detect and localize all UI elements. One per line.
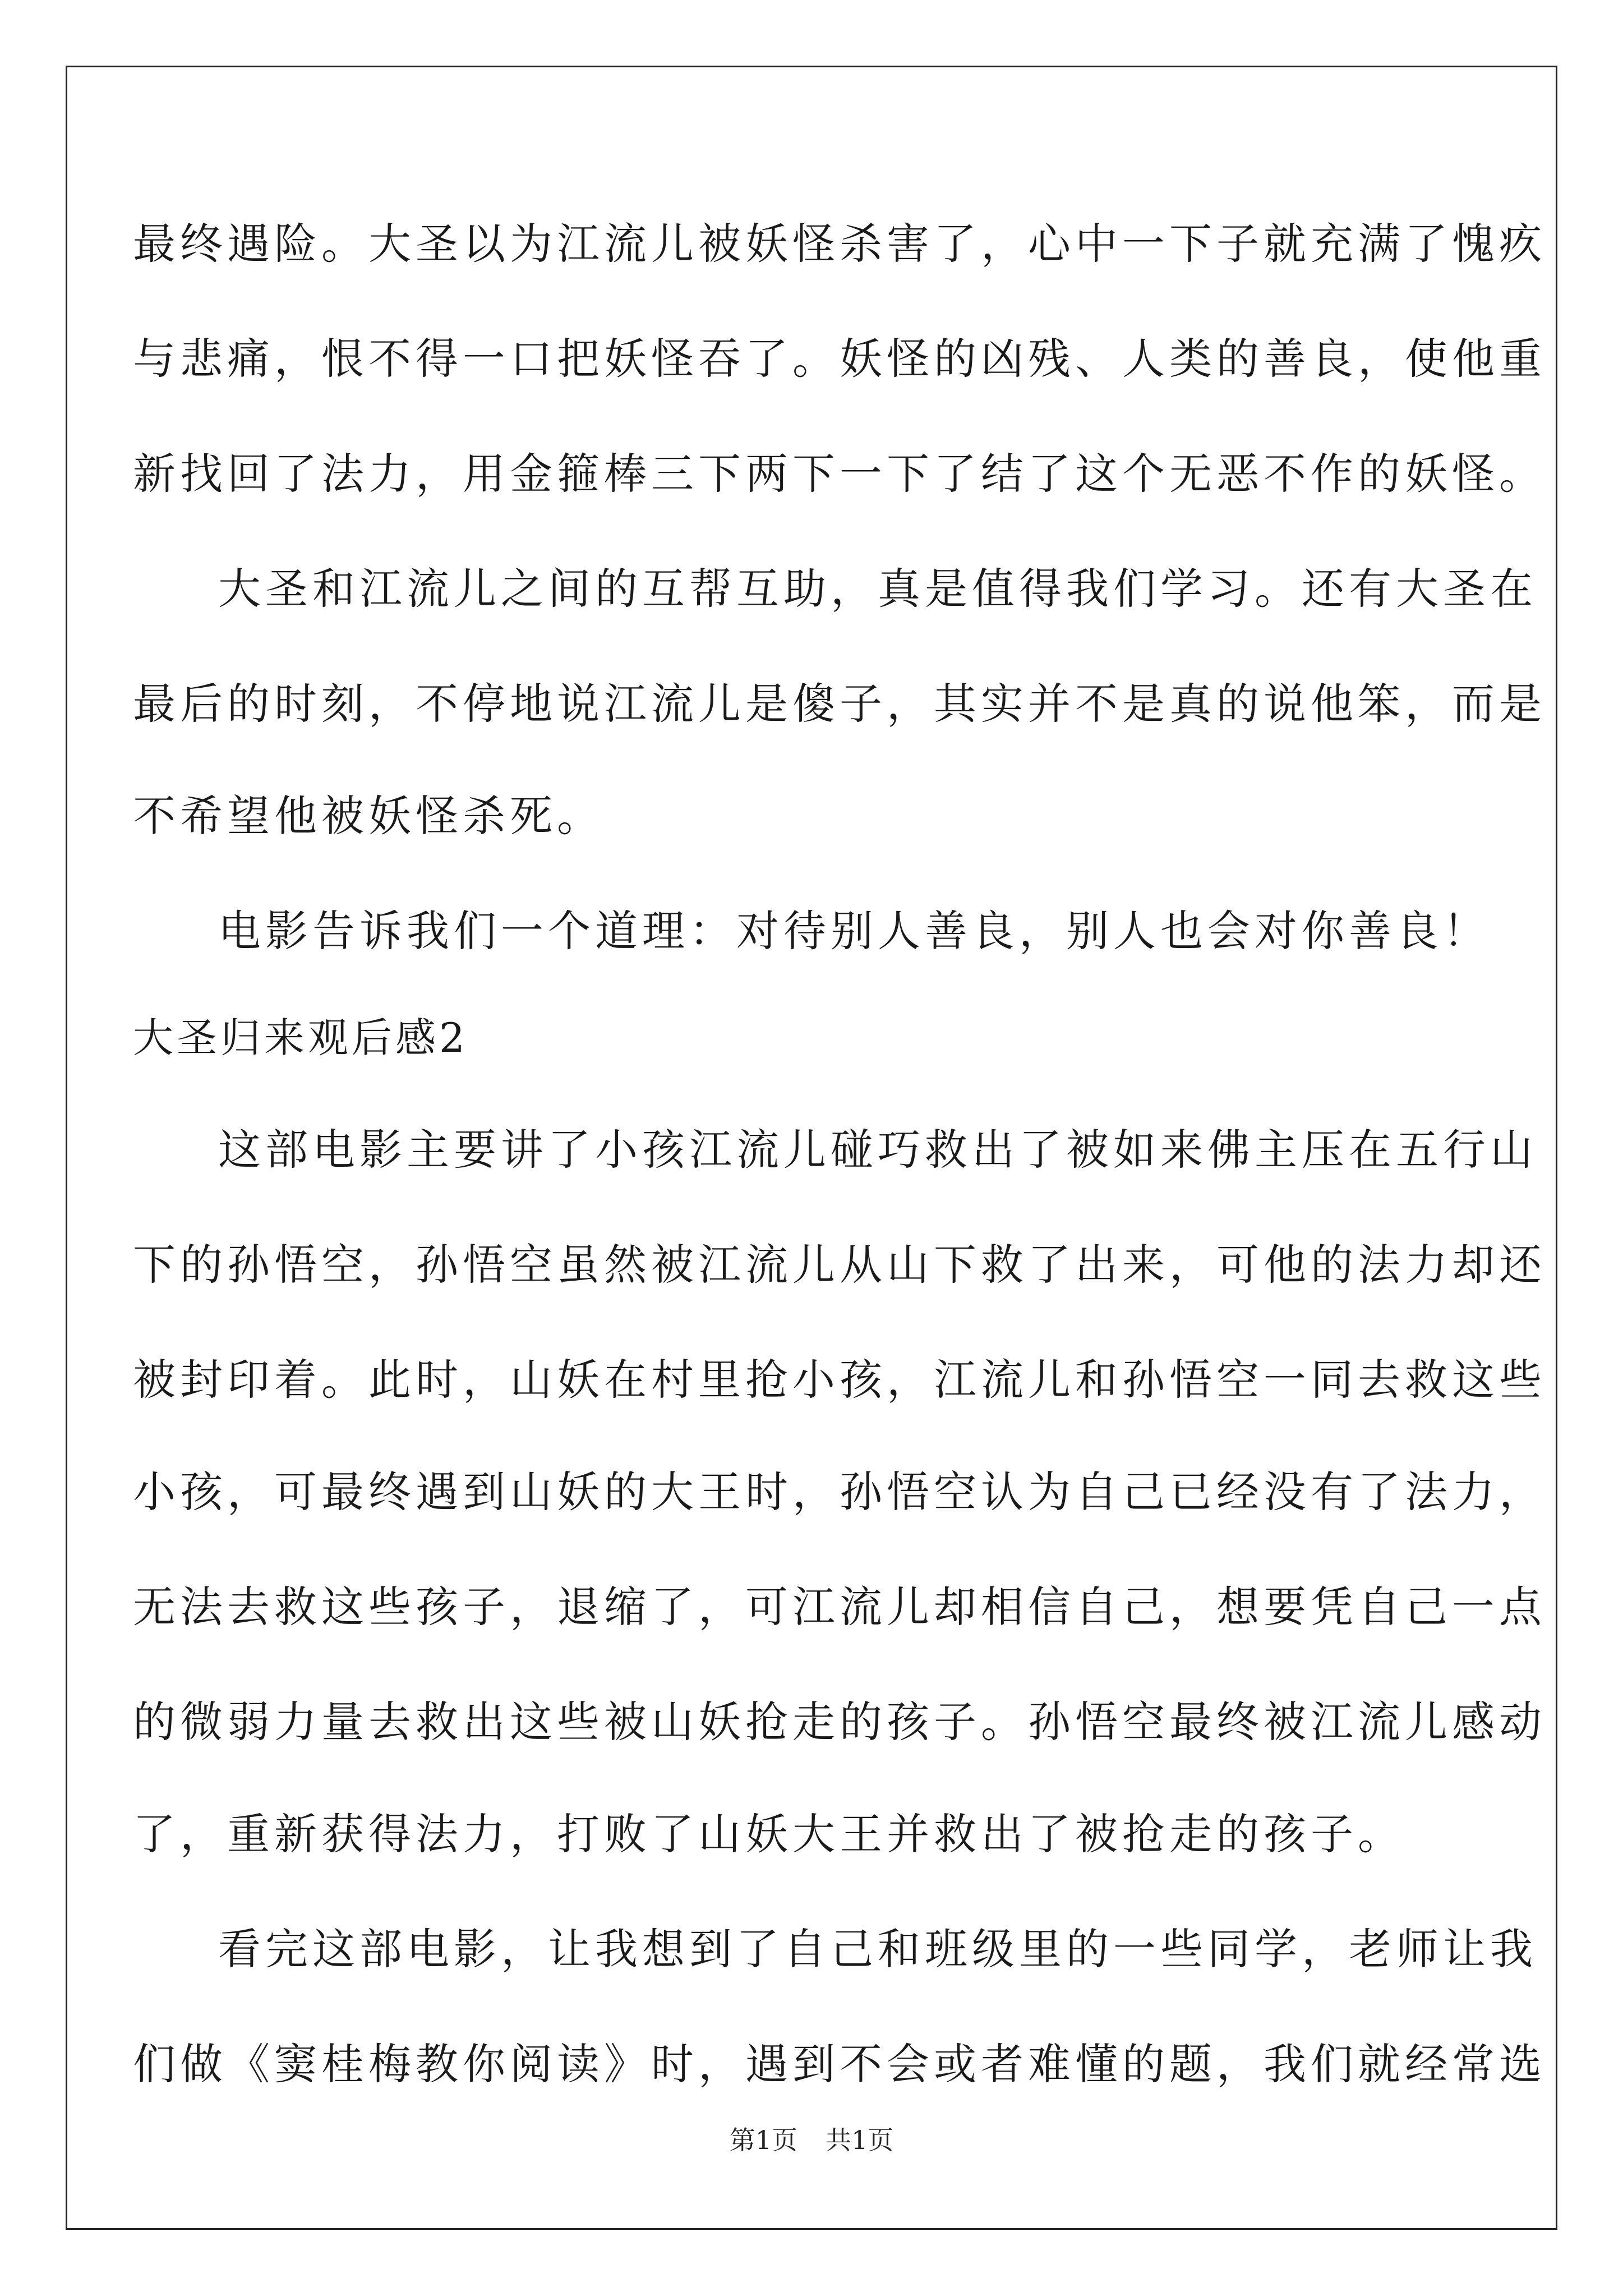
- paragraph-line: 这部电影主要讲了小孩江流儿碰巧救出了被如来佛主压在五行山: [218, 1125, 1537, 1175]
- paragraph-line: 最终遇险。大圣以为江流儿被妖怪杀害了，心中一下子就充满了愧疚: [133, 219, 1546, 269]
- paragraph-line: 不希望他被妖怪杀死。: [133, 791, 604, 841]
- paragraph-line: 的微弱力量去救出这些被山妖抢走的孩子。孙悟空最终被江流儿感动: [133, 1697, 1546, 1747]
- page-number-current: 第1页: [729, 2125, 797, 2155]
- paragraph-line: 大圣和江流儿之间的互帮互助，真是值得我们学习。还有大圣在: [218, 564, 1537, 614]
- paragraph-line: 们做《窦桂梅教你阅读》时，遇到不会或者难懂的题，我们就经常选: [133, 2039, 1546, 2089]
- paragraph-line: 最后的时刻，不停地说江流儿是傻子，其实并不是真的说他笨，而是: [133, 679, 1546, 729]
- paragraph-line: 与悲痛，恨不得一口把妖怪吞了。妖怪的凶残、人类的善良，使他重: [133, 334, 1546, 384]
- paragraph-line: 了，重新获得法力，打败了山妖大王并救出了被抢走的孩子。: [133, 1809, 1405, 1859]
- paragraph-line: 无法去救这些孩子，退缩了，可江流儿却相信自己，想要凭自己一点: [133, 1582, 1546, 1632]
- page-number-total: 共1页: [826, 2125, 894, 2155]
- paragraph-line: 新找回了法力，用金箍棒三下两下一下了结了这个无恶不作的妖怪。: [133, 449, 1546, 499]
- paragraph-line: 电影告诉我们一个道理：对待别人善良，别人也会对你善良！: [218, 906, 1490, 956]
- page-footer: [0, 2123, 1623, 2157]
- paragraph-line: 被封印着。此时，山妖在村里抢小孩，江流儿和孙悟空一同去救这些: [133, 1355, 1546, 1405]
- paragraph-line: 下的孙悟空，孙悟空虽然被江流儿从山下救了出来，可他的法力却还: [133, 1240, 1546, 1290]
- paragraph-line: 看完这部电影，让我想到了自己和班级里的一些同学，老师让我: [218, 1924, 1537, 1974]
- section-heading: 大圣归来观后感2: [133, 1014, 468, 1061]
- paragraph-line: 小孩，可最终遇到山妖的大王时，孙悟空认为自己已经没有了法力，: [133, 1467, 1546, 1517]
